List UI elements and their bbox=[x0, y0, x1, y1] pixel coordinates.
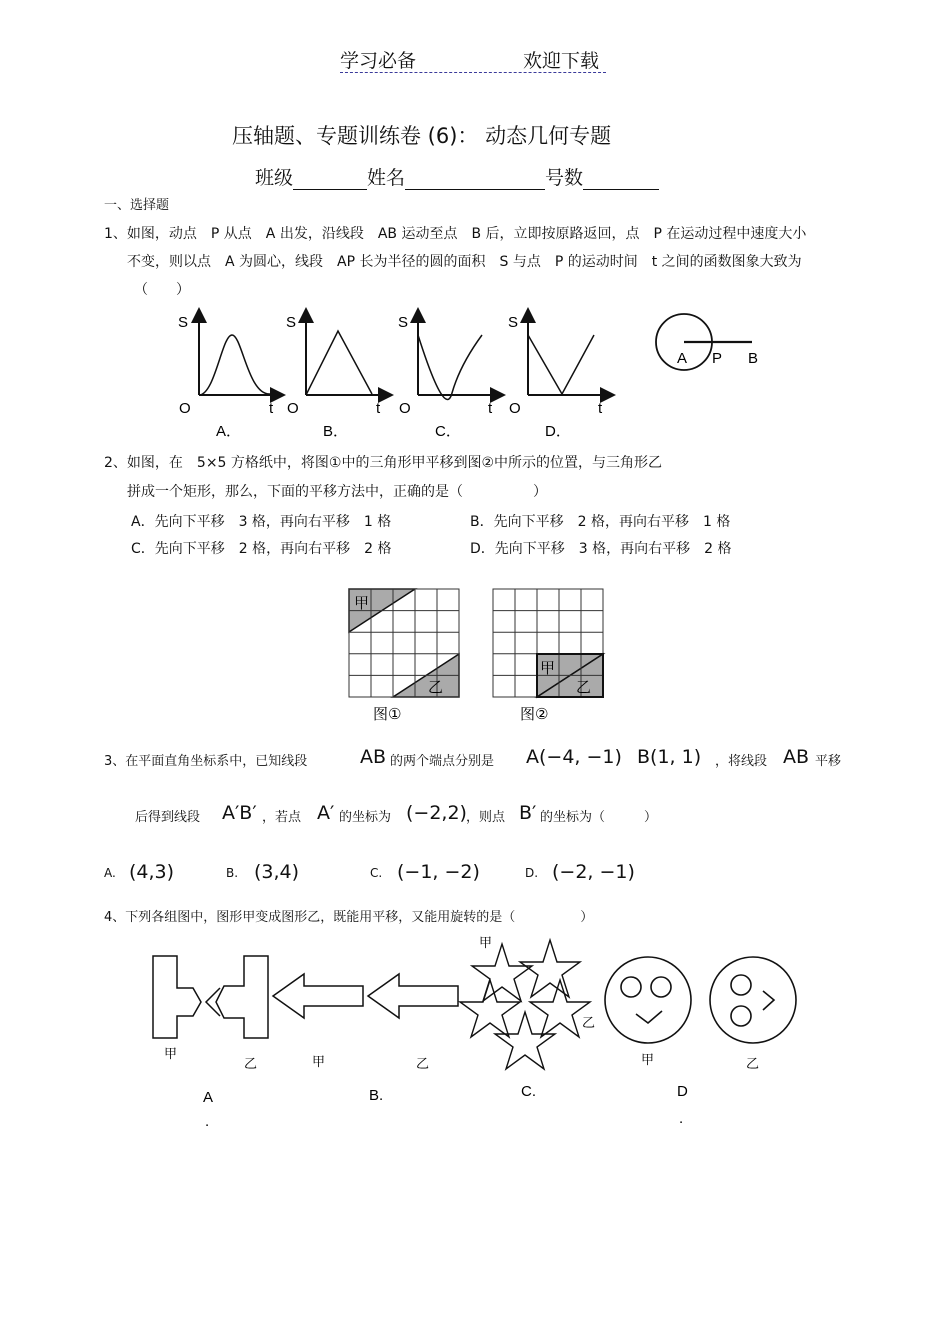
q3-opt-b-label: B. bbox=[226, 866, 239, 880]
q2-line1: 2、如图，在 5×5 方格纸中，将图①中的三角形甲平移到图②中所示的位置，与三角形乙 bbox=[104, 455, 663, 471]
q3-opt-b-value: (3,4) bbox=[254, 861, 300, 883]
q3-opt-c-value: (−1, −2) bbox=[397, 861, 480, 883]
q2-fig1-label: 图① bbox=[373, 706, 402, 723]
q4-b-yi: 乙 bbox=[416, 1056, 430, 1071]
fields-line bbox=[255, 163, 659, 190]
q4-label-d-dot: . bbox=[679, 1110, 684, 1127]
q4-group-b bbox=[273, 974, 458, 1018]
q3-text-8: ，则点 bbox=[466, 810, 506, 825]
q3-ab-2: AB bbox=[783, 746, 810, 768]
q1-b-axis-s: S bbox=[286, 314, 297, 331]
q1-graphs bbox=[170, 305, 810, 445]
q1-graph-d bbox=[508, 314, 608, 440]
q2-yi-2: 乙 bbox=[576, 679, 592, 696]
q2-yi-1: 乙 bbox=[428, 679, 444, 696]
q3-opt-c-label: C. bbox=[370, 866, 383, 880]
q3-text-4: 平移 bbox=[815, 754, 842, 769]
q1-c-axis-s: S bbox=[398, 314, 409, 331]
q3-text-1: 3、在平面直角坐标系中，已知线段 bbox=[104, 754, 308, 769]
q3-opt-d-label: D. bbox=[525, 866, 539, 880]
number-label: 号数 bbox=[545, 167, 584, 189]
q3-text-3: ，将线段 bbox=[715, 754, 768, 769]
q1-a-origin: O bbox=[179, 400, 191, 417]
q3-opt-a-value: (4,3) bbox=[129, 861, 175, 883]
page-title: 压轴题、专题训练卷 (6)： 动态几何专题 bbox=[232, 124, 612, 148]
q1-point-p: P bbox=[712, 350, 723, 367]
q4-text: 4、下列各组图中，图形甲变成图形乙，既能用平移，又能用旋转的是（ ） bbox=[104, 910, 594, 925]
q1-c-origin: O bbox=[399, 400, 411, 417]
q3-point-a: A(−4, −1) bbox=[526, 746, 622, 768]
q4-group-c bbox=[460, 940, 590, 1069]
header-right: 欢迎下载 bbox=[523, 50, 600, 72]
q1-d-axis-t: t bbox=[598, 400, 603, 417]
q4-b-jia: 甲 bbox=[312, 1054, 326, 1069]
class-label: 班级 bbox=[255, 167, 294, 189]
q1-b-axis-t: t bbox=[376, 400, 381, 417]
q4-d-yi: 乙 bbox=[746, 1056, 760, 1071]
q1-point-b: B bbox=[748, 350, 759, 367]
q1-d-axis-s: S bbox=[508, 314, 519, 331]
section-heading: 一、选择题 bbox=[104, 198, 170, 213]
q1-option-d: D． bbox=[545, 423, 571, 440]
q1-a-axis-t: t bbox=[269, 400, 274, 417]
q3-a-prime: A′ bbox=[317, 802, 335, 824]
q4-a-jia: 甲 bbox=[164, 1046, 178, 1061]
q1-c-axis-t: t bbox=[488, 400, 493, 417]
q3-text-5: 后得到线段 bbox=[135, 810, 201, 825]
q2-option-c: C．先向下平移 2 格，再向右平移 2 格 bbox=[131, 541, 392, 557]
q1-graph-a bbox=[178, 314, 278, 440]
q4-label-a: A bbox=[203, 1089, 214, 1106]
q2-grids bbox=[340, 582, 620, 727]
q1-a-axis-s: S bbox=[178, 314, 189, 331]
q2-jia-1: 甲 bbox=[354, 595, 370, 612]
q2-option-b: B．先向下平移 2 格，再向右平移 1 格 bbox=[470, 514, 731, 530]
q1-option-a: A． bbox=[216, 423, 242, 440]
q4-a-yi: 乙 bbox=[244, 1056, 258, 1071]
name-label: 姓名 bbox=[367, 167, 406, 189]
q4-group-d bbox=[605, 957, 796, 1043]
q4-label-c: C. bbox=[521, 1083, 536, 1100]
q3-point-b: B(1, 1) bbox=[637, 746, 702, 768]
q4-label-b: B. bbox=[369, 1087, 384, 1104]
header-rule bbox=[340, 72, 606, 73]
q4-group-a bbox=[153, 956, 268, 1038]
q2-option-d: D．先向下平移 3 格，再向右平移 2 格 bbox=[470, 541, 732, 557]
q3-opt-a-label: A. bbox=[104, 866, 116, 880]
q3-ab-prime: A′B′ bbox=[222, 802, 257, 824]
header-left: 学习必备 bbox=[340, 50, 417, 72]
q4-c-jia: 甲 bbox=[479, 935, 493, 950]
q3-a-coord: (−2,2) bbox=[406, 802, 467, 824]
q1-option-c: C． bbox=[435, 423, 461, 440]
q4-c-yi: 乙 bbox=[582, 1015, 596, 1030]
class-blank[interactable] bbox=[293, 171, 367, 190]
q2-grid-2 bbox=[493, 589, 603, 723]
number-blank[interactable] bbox=[583, 171, 659, 190]
q3-text-9: 的坐标为（ ） bbox=[540, 810, 658, 825]
q2-line2: 拼成一个矩形，那么，下面的平移方法中，正确的是（ ） bbox=[127, 484, 547, 500]
q1-line2: 不变，则以点 A 为圆心，线段 AP 长为半径的圆的面积 S 与点 P 的运动时间 t 之间的函数图象大致为 bbox=[127, 254, 802, 270]
q2-grid-1 bbox=[349, 589, 459, 723]
q1-line1: 1、如图，动点 P 从点 A 出发，沿线段 AB 运动至点 B 后，立即按原路返回，点 P 在运动过程中速度大小 bbox=[104, 226, 807, 242]
q1-b-origin: O bbox=[287, 400, 299, 417]
q1-circle-diagram bbox=[656, 314, 758, 370]
q4-figures bbox=[140, 930, 820, 1140]
q1-option-b: B． bbox=[323, 423, 349, 440]
q2-fig2-label: 图② bbox=[520, 706, 549, 723]
q4-d-jia: 甲 bbox=[641, 1052, 655, 1067]
q3-text-7: 的坐标为 bbox=[339, 810, 392, 825]
q3-text-2: 的两个端点分别是 bbox=[390, 754, 495, 769]
q2-option-a: A．先向下平移 3 格，再向右平移 1 格 bbox=[131, 514, 392, 530]
q1-point-a: A bbox=[677, 350, 688, 367]
q1-line3: （ ） bbox=[134, 282, 190, 298]
q4-label-a-dot: . bbox=[205, 1113, 210, 1130]
name-blank[interactable] bbox=[405, 171, 545, 190]
q2-jia-2: 甲 bbox=[540, 660, 556, 677]
q3-text-6: ，若点 bbox=[262, 810, 302, 825]
q3-ab: AB bbox=[360, 746, 387, 768]
q1-d-origin: O bbox=[509, 400, 521, 417]
q1-graph-b bbox=[286, 314, 386, 440]
q3-opt-d-value: (−2, −1) bbox=[552, 861, 635, 883]
q3-b-prime: B′ bbox=[519, 802, 537, 824]
q1-graph-c bbox=[398, 314, 498, 440]
q4-label-d: D bbox=[677, 1083, 688, 1100]
